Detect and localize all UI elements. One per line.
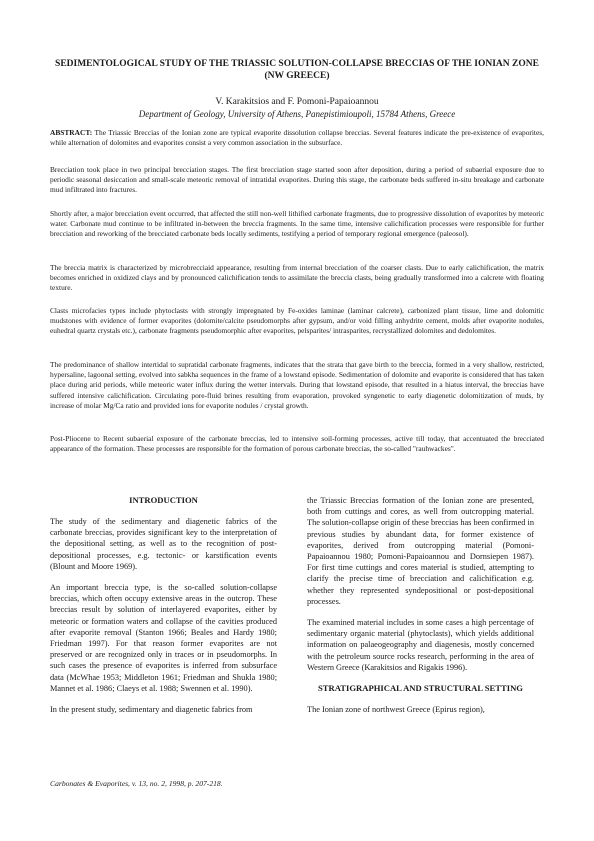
paper-title: SEDIMENTOLOGICAL STUDY OF THE TRIASSIC SOLUTION-COLLAPSE BRECCIAS OF THE IONIAN ZONE (NW GREECE) xyxy=(55,59,539,81)
abstract-paragraph-1 xyxy=(50,128,544,148)
paper-authors: V. Karakitsios and F. Pomoni-Papaioannou xyxy=(215,97,379,107)
right-column xyxy=(307,495,534,725)
left-column xyxy=(50,495,277,725)
intro-continued-paragraph-2: The examined material includes in some cases a high percentage of sedimentary organic material (phytoclasts), which yields additional information on palaeogeography and diagenesis, mostly concerned with the petroleum source rocks research, performing in the area of Western Greece (Karakitsios and Rigakis 1996). xyxy=(307,618,534,672)
abstract-text-1: The Triassic Breccias of the Ionian zone are typical evaporite dissolution collapse breccias. Several features indicate the pre-existence of evaporites, while alternation of dolomites and evaporites consist a very common association in the subsurface. xyxy=(50,128,544,148)
intro-paragraph-3: In the present study, sedimentary and diagenetic fabrics from xyxy=(50,705,253,715)
abstract-paragraph-6: The predominance of shallow intertidal to supratidal carbonate fragments, indicates that the strata that gave birth to the breccia, formed in a very shallow, restricted, hypersaline, lagoonal setting, evolved into sabkha sequences in the frame of a lowstand episode. Sedimentation of dolomite and evaporite is considered that has taken place during arid periods, while meteoric water influx during the wetter intervals. During that lowstand episode, that resulted in a hiatus interval, the breccias have suffered intensive calichification. Circulating pore-fluid brines resulting from evaporation, provoked syngenetic to early diagenetic dolomitization of muds, by increase of molar Mg/Ca ratio and provided ions for evaporite nodules / crystal growth. xyxy=(50,360,544,410)
intro-paragraph-2: An important breccia type, is the so-called solution-collapse breccias, which often occupy extensive areas in the outcrop. These breccias result by solution of interlayered evaporites, either by meteoric or formation waters and collapse of the cavities produced after evaporite removal (Stanton 1966; Beales and Hardy 1980; Friedman 1997). For that reason former evaporites are not preserved or are recognized only in traces or in pseudomorphs. In such cases the presence of evaporites is inferred from subsurface data (McWhae 1953; Middleton 1961; Friedman and Shukla 1980; Mannet et al. 1986; Claeys et al. 1988; Swennen et al. 1990). xyxy=(50,583,277,693)
author-affiliation: Department of Geology, University of Athens, Panepistimioupoli, 15784 Athens, Greece xyxy=(138,109,456,119)
abstract-paragraph-4: The breccia matrix is characterized by microbrecciaid appearance, resulting from internal brecciation of the coarser clasts. Due to early calichification, the matrix becomes enriched in oxidized clays and by pronounced calichification tends to assimilate the breccia clasts, being gradually transformed into a calcrete with floating texture. xyxy=(50,263,544,293)
intro-continued-paragraph-1: the Triassic Breccias formation of the Ionian zone are presented, both from cuttings and cores, as well from outcropping material. The solution-collapse origin of these breccias has been confirmed in previous studies by abundant data, for former existence of evaporites, derived from outcropping material (Pomoni-Papaioannou 1980; Pomoni-Papaioannou and Dornsiepen 1987). For first time cuttings and cores material is studied, attempting to clarify the precise time of brecciation and calichification e.g. whether they represented syndepositional or post-depositional processes. xyxy=(307,496,534,606)
intro-paragraph-1: The study of the sedimentary and diagenetic fabrics of the carbonate breccias, provides significant key to the interpretation of the depositional setting, as well as to the recognition of post-depositional processes, e.g. tectonic- or karstification events (Blount and Moore 1969). xyxy=(50,517,277,571)
abstract-paragraph-3: Shortly after, a major brecciation event occurred, that affected the still non-well lithified carbonate fragments, due to progressive dissolution of evaporites by meteoric water. Carbonate mud continue to be infiltrated in-between the breccia fragments. In the same time, intensive calichification processes were responsible for further brecciation and reworking of the brecciated carbonate beds locally sediments, testifying a period of temporary regional emergence (paleosol). xyxy=(50,209,544,239)
abstract-paragraph-7: Post-Pliocene to Recent subaerial exposure of the carbonate breccias, led to intensive soil-forming processes, active till today, that accentuated the brecciated appearance of the formation. These processes are responsible for the formation of porous carbonate breccias, the so-called "rauhwackes". xyxy=(50,434,544,454)
section-heading-stratigraphy: STRATIGRAPHICAL AND STRUCTURAL SETTING xyxy=(318,683,523,694)
section-heading-introduction: INTRODUCTION xyxy=(129,495,198,505)
journal-citation: Carbonates & Evaporites, v. 13, no. 2, 1998, p. 207-218. xyxy=(50,779,223,788)
abstract-label: ABSTRACT: xyxy=(50,128,93,137)
abstract-paragraph-2: Brecciation took place in two principal brecciation stages. The first brecciation stage started soon after deposition, during a period of subaerial exposure due to periodic seasonal desiccation and small-scale meteoric removal of intratidal evaporites. During this stage, the carbonate beds suffered in-situ breakage and carbonate mud infiltrated into fractures. xyxy=(50,165,544,195)
abstract-paragraph-5: Clasts microfacies types include phytoclasts with strongly impregnated by Fe-oxides laminae (laminar calcrete), carbonized plant tissue, lime and dolomitic mudstones with evidence of former evaporites (dolomite/calcite pseudomorphs after gypsum, and/or void filling anhydrite cement, molds after evaporite nodules, euhedral quartz crystals etc.), carbonate fragments pseudomorphic after evaporites, pelsparites/ intrasparites, recrystallized dolomites and dedolomites. xyxy=(50,306,544,336)
stratigraphy-paragraph-1: The Ionian zone of northwest Greece (Epirus region), xyxy=(307,705,485,715)
